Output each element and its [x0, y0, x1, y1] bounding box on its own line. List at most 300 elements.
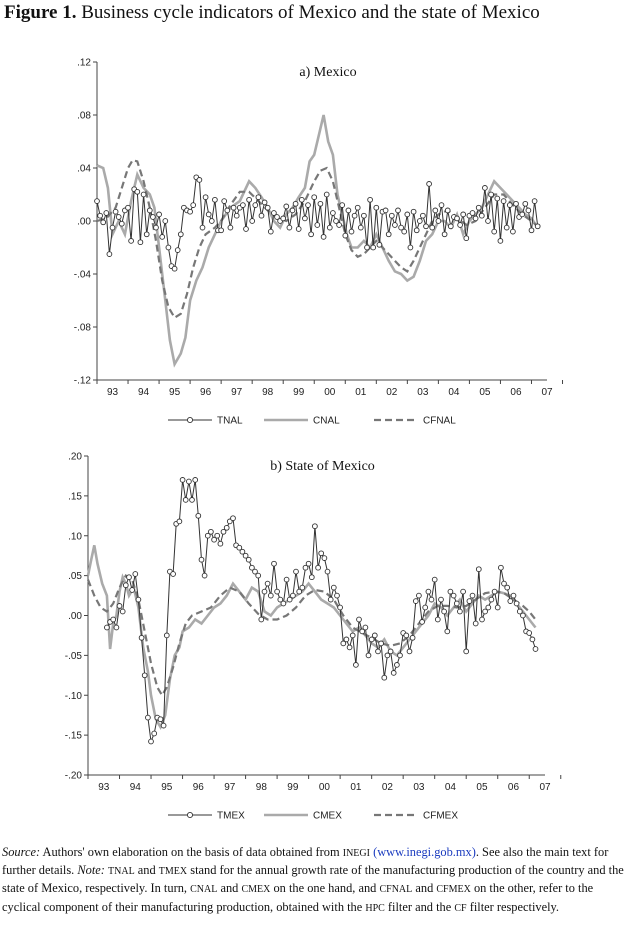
data-point-tmex	[395, 663, 400, 668]
x-tick-label: 96	[192, 782, 204, 793]
x-tick-label: 05	[479, 387, 491, 398]
data-point-tnal	[250, 219, 255, 224]
data-point-tnal	[163, 219, 168, 224]
figure-title-text: Business cycle indicators of Mexico and the state of Mexico	[81, 2, 540, 23]
data-point-tnal	[281, 216, 286, 221]
data-point-tmex	[281, 601, 286, 606]
data-point-tnal	[113, 209, 118, 214]
data-point-tmex	[187, 479, 192, 484]
data-point-tmex	[259, 617, 264, 622]
data-point-tnal	[259, 213, 264, 218]
data-point-tnal	[523, 201, 528, 206]
data-point-tmex	[335, 593, 340, 598]
data-point-tmex	[429, 597, 434, 602]
data-point-tmex	[268, 593, 273, 598]
y-tick-label: .10	[68, 531, 82, 543]
data-point-tnal	[389, 213, 394, 218]
data-point-tnal	[476, 205, 481, 210]
x-tick-label: 98	[262, 387, 274, 398]
data-point-tnal	[98, 213, 103, 218]
data-point-tnal	[445, 208, 450, 213]
data-point-tnal	[532, 199, 537, 204]
and-word-3: and	[415, 881, 434, 896]
data-point-tmex	[407, 649, 412, 654]
data-point-tnal	[309, 232, 314, 237]
data-point-tnal	[411, 209, 416, 214]
data-point-tnal	[424, 224, 429, 229]
x-tick-label: 06	[510, 387, 522, 398]
data-point-tnal	[160, 235, 165, 240]
data-point-tnal	[188, 209, 193, 214]
x-tick-label: 93	[106, 387, 119, 398]
x-tick-label: 97	[224, 782, 236, 793]
legend-label-cfmex: CFMEX	[423, 810, 458, 822]
data-point-tnal	[265, 205, 270, 210]
data-point-tnal	[507, 203, 512, 208]
data-point-tnal	[262, 200, 267, 205]
x-tick-label: 97	[231, 387, 243, 398]
data-point-tnal	[293, 201, 298, 206]
data-point-tmex	[404, 633, 409, 638]
data-point-tmex	[193, 478, 198, 483]
legend-label-cfnal: CFNAL	[423, 415, 456, 427]
x-tick-label: 00	[318, 782, 330, 793]
data-point-tmex	[486, 605, 491, 610]
data-point-tmex	[344, 637, 349, 642]
data-point-tnal	[349, 229, 354, 234]
data-point-tmex	[328, 597, 333, 602]
data-point-tmex	[161, 723, 166, 728]
y-tick-label: -.04	[73, 269, 91, 281]
data-point-tnal	[448, 224, 453, 229]
x-tick-label: 04	[444, 782, 457, 793]
inegi-link[interactable]: (www.inegi.gob.mx)	[373, 845, 476, 859]
data-point-tmex	[376, 649, 381, 654]
data-point-tnal	[405, 212, 410, 217]
data-point-tnal	[178, 232, 183, 237]
data-point-tnal	[504, 225, 509, 230]
data-point-tmex	[272, 561, 277, 566]
inegi-abbrev: INEGI	[342, 848, 370, 859]
y-tick-label: -.10	[64, 690, 82, 702]
data-point-tmex	[246, 557, 251, 562]
data-point-tnal	[520, 212, 525, 217]
x-tick-label: 05	[476, 782, 488, 793]
data-point-tmex	[133, 572, 138, 577]
x-tick-label: 99	[293, 387, 305, 398]
data-point-tnal	[495, 196, 500, 201]
data-point-tnal	[383, 208, 388, 213]
data-point-tnal	[253, 203, 258, 208]
data-point-tnal	[414, 228, 419, 233]
tnal-abbrev: TNAL	[108, 866, 135, 878]
data-point-tnal	[371, 245, 376, 250]
data-point-tnal	[377, 242, 382, 247]
data-point-tmex	[527, 631, 532, 636]
data-point-tnal	[417, 219, 422, 224]
data-point-tnal	[101, 220, 106, 225]
x-tick-label: 94	[129, 782, 141, 793]
data-point-tnal	[374, 205, 379, 210]
data-point-tnal	[498, 239, 503, 244]
data-point-tnal	[203, 195, 208, 200]
x-tick-label: 95	[161, 782, 173, 793]
data-point-tnal	[151, 215, 156, 220]
x-tick-label: 98	[255, 782, 267, 793]
data-point-tnal	[299, 197, 304, 202]
data-point-tmex	[331, 585, 336, 590]
data-point-tnal	[430, 225, 435, 230]
data-point-tnal	[247, 197, 252, 202]
data-point-tmex	[454, 601, 459, 606]
data-point-tnal	[479, 213, 484, 218]
data-point-tmex	[458, 609, 463, 614]
y-tick-label: -.12	[73, 375, 91, 387]
x-tick-label: 07	[539, 782, 551, 793]
data-point-tmex	[338, 605, 343, 610]
data-point-tnal	[191, 203, 196, 208]
data-point-tnal	[331, 211, 336, 216]
note-text-5: filter respectively.	[469, 899, 560, 914]
data-point-tmex	[347, 645, 352, 650]
data-point-tnal	[315, 223, 320, 228]
chart-mexico	[0, 40, 630, 460]
legend-label-cnal: CNAL	[313, 415, 340, 427]
x-tick-label: 03	[413, 782, 425, 793]
data-point-tmex	[420, 620, 425, 625]
data-point-tmex	[316, 565, 321, 570]
data-point-tnal	[104, 211, 109, 216]
x-tick-label: 94	[137, 387, 150, 398]
data-point-tnal	[340, 203, 345, 208]
legend-marker-tnal	[187, 417, 192, 422]
data-point-tmex	[511, 593, 516, 598]
x-tick-label: 00	[324, 387, 336, 398]
data-point-tmex	[294, 569, 299, 574]
y-tick-label: .00	[68, 611, 82, 622]
data-point-tmex	[177, 519, 182, 524]
data-point-tnal	[95, 199, 100, 204]
data-point-tnal	[473, 216, 478, 221]
data-point-tmex	[473, 621, 478, 626]
data-point-tnal	[318, 201, 323, 206]
data-point-tnal	[486, 219, 491, 224]
data-point-tmex	[508, 599, 513, 604]
source-text: Authors' own elaboration on the basis of data obtained from	[42, 845, 340, 859]
x-tick-label: 02	[381, 782, 393, 793]
data-point-tmex	[114, 625, 119, 630]
data-point-tnal	[303, 216, 308, 221]
data-point-tmex	[410, 635, 415, 640]
data-point-tnal	[312, 195, 317, 200]
data-point-tmex	[215, 533, 220, 538]
data-point-tmex	[464, 649, 469, 654]
data-point-tnal	[492, 229, 497, 234]
x-tick-label: 95	[169, 387, 181, 398]
x-tick-label: 02	[386, 387, 398, 398]
data-point-tnal	[393, 223, 398, 228]
y-tick-label: .05	[68, 571, 82, 583]
data-point-tnal	[119, 221, 124, 226]
cf-abbrev: CF	[454, 902, 467, 914]
figure-title	[4, 2, 540, 24]
y-tick-label: .15	[68, 491, 82, 503]
data-point-tmex	[196, 513, 201, 518]
data-point-tnal	[228, 225, 233, 230]
note-text-4: filter and the	[387, 899, 452, 914]
data-point-tnal	[343, 233, 348, 238]
legend-label-tnal: TNAL	[217, 415, 243, 427]
legend-label-tmex: TMEX	[217, 810, 245, 822]
data-point-tnal	[529, 228, 534, 233]
data-point-tmex	[417, 593, 422, 598]
data-point-tmex	[435, 617, 440, 622]
data-point-tmex	[139, 635, 144, 640]
data-point-tnal	[157, 212, 162, 217]
data-point-tnal	[116, 215, 121, 220]
data-point-tnal	[368, 197, 373, 202]
data-point-tnal	[107, 252, 112, 257]
y-tick-label: .08	[77, 110, 91, 122]
note-text-1: stand for the annual growth rate of the manufacturing production of the country and the state of Mexico, respectively. In turn,	[2, 863, 624, 896]
y-tick-label: .00	[77, 216, 91, 228]
data-point-tmex	[442, 609, 447, 614]
source-label: Source:	[2, 845, 41, 859]
data-point-tmex	[357, 617, 362, 622]
y-tick-label: -.05	[64, 650, 82, 662]
data-point-tnal	[219, 228, 224, 233]
data-point-tmex	[171, 572, 176, 577]
data-point-tnal	[222, 199, 227, 204]
data-point-tnal	[337, 223, 342, 228]
data-point-tnal	[306, 203, 311, 208]
series-line-cfmex	[88, 576, 536, 696]
data-point-tmex	[470, 593, 475, 598]
data-point-tnal	[154, 225, 159, 230]
data-point-tnal	[290, 208, 295, 213]
data-point-tmex	[432, 577, 437, 582]
data-point-tmex	[505, 585, 510, 590]
data-point-tnal	[135, 189, 140, 194]
source-rest: . See also the main text for further details.	[2, 845, 609, 878]
data-point-tmex	[105, 625, 110, 630]
data-point-tnal	[172, 266, 177, 271]
data-point-tmex	[350, 633, 355, 638]
data-point-tnal	[402, 229, 407, 234]
data-point-tmex	[127, 575, 132, 580]
data-point-tnal	[126, 205, 131, 210]
data-point-tmex	[499, 565, 504, 570]
cnal-abbrev: CNAL	[190, 884, 218, 896]
data-point-tnal	[110, 225, 115, 230]
data-point-tnal	[427, 182, 432, 187]
hpc-abbrev: HPC	[365, 902, 385, 914]
data-point-tmex	[199, 557, 204, 562]
data-point-tnal	[141, 192, 146, 197]
data-point-tnal	[225, 208, 230, 213]
data-point-tmex	[149, 739, 154, 744]
data-point-tmex	[322, 556, 327, 561]
data-point-tmex	[480, 617, 485, 622]
data-point-tmex	[372, 633, 377, 638]
data-point-tnal	[458, 223, 463, 228]
data-point-tnal	[296, 227, 301, 232]
data-point-tnal	[321, 235, 326, 240]
data-point-tmex	[120, 609, 125, 614]
data-point-tnal	[470, 211, 475, 216]
data-point-tmex	[319, 551, 324, 556]
data-point-tnal	[455, 216, 460, 221]
data-point-tnal	[501, 199, 506, 204]
data-point-tnal	[464, 236, 469, 241]
data-point-tmex	[291, 593, 296, 598]
cmex-abbrev: CMEX	[241, 884, 271, 896]
data-point-tnal	[408, 245, 413, 250]
y-tick-label: .12	[77, 57, 91, 69]
data-point-tnal	[421, 213, 426, 218]
chart-state-of-mexico	[0, 440, 630, 840]
x-tick-label: 03	[417, 387, 429, 398]
data-point-tnal	[324, 192, 329, 197]
data-point-tnal	[483, 186, 488, 191]
y-tick-label: .20	[68, 451, 82, 463]
data-point-tmex	[413, 599, 418, 604]
x-tick-label: 99	[287, 782, 299, 793]
data-point-tmex	[489, 597, 494, 602]
data-point-tnal	[284, 204, 289, 209]
data-point-tmex	[467, 599, 472, 604]
data-point-tnal	[200, 225, 205, 230]
data-point-tmex	[379, 641, 384, 646]
data-point-tnal	[175, 248, 180, 253]
x-tick-label: 93	[98, 782, 110, 793]
panel-title: a) Mexico	[299, 65, 357, 80]
data-point-tnal	[197, 178, 202, 183]
and-word: and	[137, 863, 156, 878]
data-point-tnal	[241, 203, 246, 208]
data-point-tmex	[231, 516, 236, 521]
data-point-tmex	[158, 717, 163, 722]
data-point-tnal	[209, 219, 214, 224]
data-point-tmex	[117, 604, 122, 609]
data-point-tnal	[442, 232, 447, 237]
data-point-tmex	[492, 589, 497, 594]
note-label: Note:	[77, 863, 105, 878]
legend-label-cmex: CMEX	[313, 810, 342, 822]
and-word-2: and	[220, 881, 239, 896]
figure-label: Figure 1.	[4, 2, 77, 23]
data-point-tmex	[209, 529, 214, 534]
data-point-tnal	[461, 212, 466, 217]
data-point-tnal	[244, 227, 249, 232]
data-point-tnal	[355, 205, 360, 210]
data-point-tmex	[439, 597, 444, 602]
data-point-tmex	[325, 569, 330, 574]
data-point-tnal	[396, 208, 401, 213]
data-point-tmex	[164, 633, 169, 638]
data-point-tmex	[265, 581, 270, 586]
data-point-tmex	[183, 498, 188, 503]
y-tick-label: -.15	[64, 730, 82, 742]
data-point-tnal	[129, 239, 134, 244]
y-tick-label: -.08	[73, 322, 91, 334]
data-point-tmex	[461, 589, 466, 594]
data-point-tmex	[224, 525, 229, 530]
data-point-tmex	[218, 541, 223, 546]
x-tick-label: 01	[350, 782, 362, 793]
data-point-tmex	[476, 567, 481, 572]
data-point-tmex	[306, 561, 311, 566]
data-point-tmex	[398, 653, 403, 658]
data-point-tnal	[327, 225, 332, 230]
data-point-tnal	[166, 245, 171, 250]
data-point-tmex	[300, 585, 305, 590]
data-point-tmex	[388, 649, 393, 654]
data-point-tnal	[511, 229, 516, 234]
figure-note	[2, 844, 626, 917]
data-point-tmex	[275, 589, 280, 594]
y-tick-label: .04	[77, 163, 91, 175]
data-point-tnal	[231, 205, 236, 210]
data-point-tmex	[256, 573, 261, 578]
data-point-tmex	[284, 577, 289, 582]
data-point-tmex	[451, 593, 456, 598]
data-point-tmex	[313, 524, 318, 529]
y-tick-label: -.20	[64, 770, 82, 782]
data-point-tnal	[206, 212, 211, 217]
cfnal-abbrev: CFNAL	[379, 884, 413, 896]
data-point-tmex	[123, 583, 128, 588]
x-tick-label: 96	[200, 387, 212, 398]
data-point-tnal	[147, 208, 152, 213]
data-point-tnal	[433, 208, 438, 213]
legend-marker-tmex	[187, 812, 192, 817]
data-point-tnal	[535, 224, 540, 229]
data-point-tmex	[363, 625, 368, 630]
data-point-tnal	[138, 240, 143, 245]
data-point-tmex	[190, 498, 195, 503]
tmex-abbrev: TMEX	[158, 866, 188, 878]
data-point-tnal	[256, 195, 261, 200]
data-point-tmex	[152, 731, 157, 736]
data-point-tmex	[262, 589, 267, 594]
data-point-tnal	[439, 203, 444, 208]
data-point-tnal	[514, 201, 519, 206]
data-point-tmex	[391, 671, 396, 676]
x-tick-label: 01	[355, 387, 367, 398]
data-point-tnal	[526, 208, 531, 213]
data-point-tnal	[213, 197, 218, 202]
data-point-tmex	[495, 605, 500, 610]
panel-title: b) State of Mexico	[270, 459, 375, 474]
note-text-3: on the other, refer to the cyclical component of their manufacturing production, obtained with the	[2, 881, 594, 914]
series-line-tmex	[107, 480, 536, 742]
data-point-tnal	[144, 232, 149, 237]
data-point-tnal	[234, 213, 239, 218]
data-point-tmex	[423, 605, 428, 610]
note-text-2: on the one hand, and	[273, 881, 377, 896]
data-point-tmex	[382, 675, 387, 680]
data-point-tmex	[426, 589, 431, 594]
data-point-tnal	[268, 229, 273, 234]
data-point-tmex	[445, 629, 450, 634]
x-tick-label: 06	[507, 782, 520, 793]
x-tick-label: 07	[541, 387, 553, 398]
data-point-tnal	[362, 213, 367, 218]
cfmex-abbrev: CFMEX	[436, 884, 471, 896]
data-point-tmex	[530, 637, 535, 642]
data-point-tmex	[309, 575, 314, 580]
